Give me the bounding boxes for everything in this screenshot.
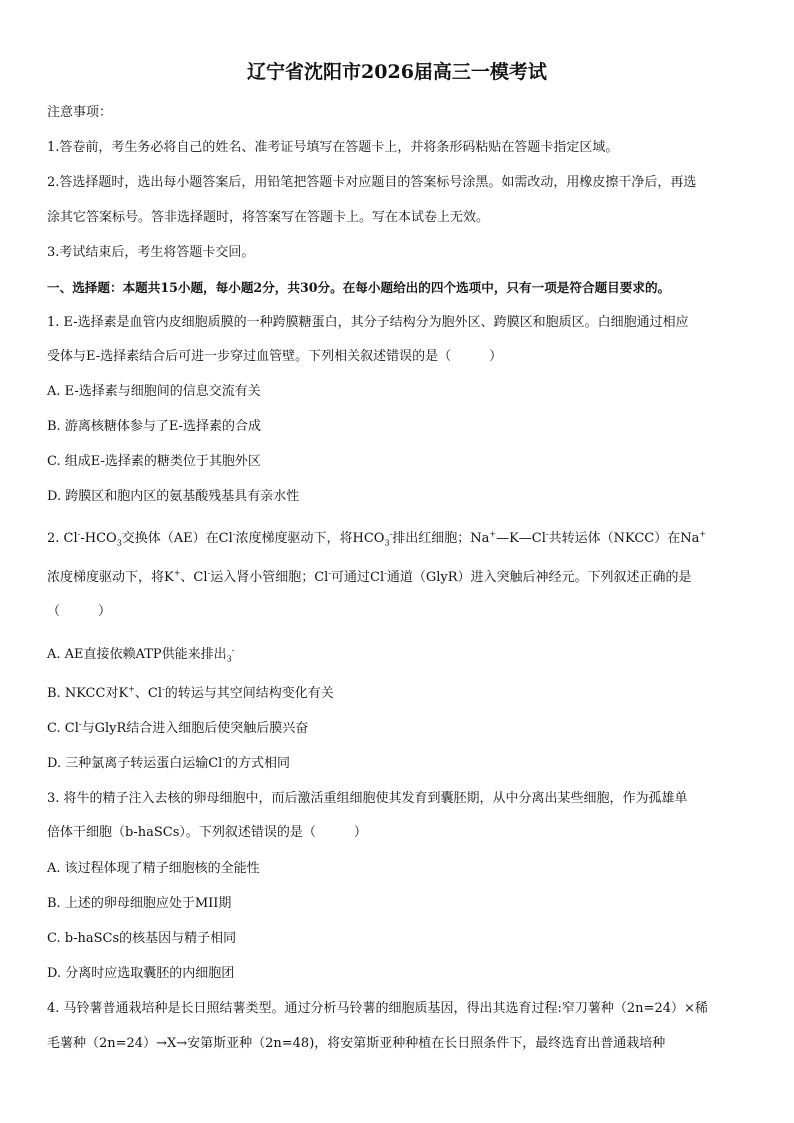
q4-stem-line2: 毛薯种（2n=24）→X→安第斯亚种（2n=48)，将安第斯亚种种植在长日照条件下，最终选育出普通栽培种: [47, 1036, 666, 1051]
q2-stem-line2: 浓度梯度驱动下，将K+、Cl-运入肾小管细胞；Cl-可通过Cl-通道（GlyR）进入突触后神经元。下列叙述正确的是: [47, 568, 692, 585]
note-2: 2.答选择题时，选出每小题答案后，用铅笔把答题卡对应题目的答案标号涂黑。如需改动，用橡皮擦干净后，再选: [47, 175, 697, 190]
note-2-cont: 涂其它答案标号。答非选择题时，将答案写在答题卡上。写在本试卷上无效。: [47, 210, 490, 225]
q2-stem-line1: 2. $Cl^--HCO_3$交换体（AE）在Cl-浓度梯度驱动下，将$HCO_3^-$排出红细胞；Na+—K—Cl-共转运体（NKCC）在Na+: [47, 529, 707, 548]
q1-option-b: B. 游离核糖体参与了E-选择素的合成: [47, 419, 261, 434]
note-1: 1.答卷前，考生务必将自己的姓名、准考证号填写在答题卡上，并将条形码粘贴在答题卡指定区域。: [47, 140, 619, 155]
page-title: 辽宁省沈阳市2026届高三一模考试: [247, 61, 547, 83]
q4-stem-line1: 4. 马铃薯普通栽培种是长日照结薯类型。通过分析马铃薯的细胞质基因，得出其选育过程:窄刀薯种（2n=24）×稀: [47, 1001, 708, 1016]
q2-stem-line3: （ ）: [47, 604, 112, 619]
q3-option-b: B. 上述的卵母细胞应处于MII期: [47, 896, 232, 911]
section-heading: 一、选择题：本题共15小题，每小题2分，共30分。在每小题给出的四个选项中，只有一项是符合题目要求的。: [47, 280, 671, 295]
hco3-formula: $HCO_3^-$: [352, 529, 393, 548]
q3-option-c: C. b-haSCs的核基因与精子相同: [47, 931, 237, 946]
q3-option-d: D. 分离时应选取囊胚的内细胞团: [47, 966, 235, 981]
q3-stem-line1: 3. 将牛的精子注入去核的卵母细胞中，而后激活重组细胞使其发育到囊胚期，从中分离出某些细胞，作为孤雄单: [47, 791, 688, 806]
q1-option-c: C. 组成E-选择素的糖类位于其胞外区: [47, 454, 261, 469]
q1-stem-line1: 1. E-选择素是血管内皮细胞质膜的一种跨膜糖蛋白，其分子结构分为胞外区、跨膜区和胞质区。白细胞通过相应: [47, 315, 689, 330]
notes-heading: 注意事项：: [47, 105, 113, 120]
q3-option-a: A. 该过程体现了精子细胞核的全能性: [47, 861, 260, 876]
q2-option-d: D. 三种氯离子转运蛋白运输Cl-的方式相同: [47, 754, 291, 771]
q2-option-a: A. AE直接依赖ATP供能来排出$_3$-: [47, 645, 235, 664]
q2-option-c: C. Cl-与GlyR结合进入细胞后使突触后膜兴奋: [47, 719, 309, 736]
q1-stem-line2: 受体与E-选择素结合后可进一步穿过血管壁。下列相关叙述错误的是（ ）: [47, 349, 503, 364]
q2-option-b: B. NKCC对K+、Cl-的转运与其空间结构变化有关: [47, 684, 334, 701]
hco3-formula: $_3$-: [226, 645, 235, 664]
q1-option-d: D. 跨膜区和胞内区的氨基酸残基具有亲水性: [47, 489, 300, 504]
note-3: 3.考试结束后，考生将答题卡交回。: [47, 245, 255, 260]
q3-stem-line2: 倍体干细胞（b-haSCs）。下列叙述错误的是（ ）: [47, 825, 367, 840]
q1-option-a: A. E-选择素与细胞间的信息交流有关: [47, 384, 261, 399]
